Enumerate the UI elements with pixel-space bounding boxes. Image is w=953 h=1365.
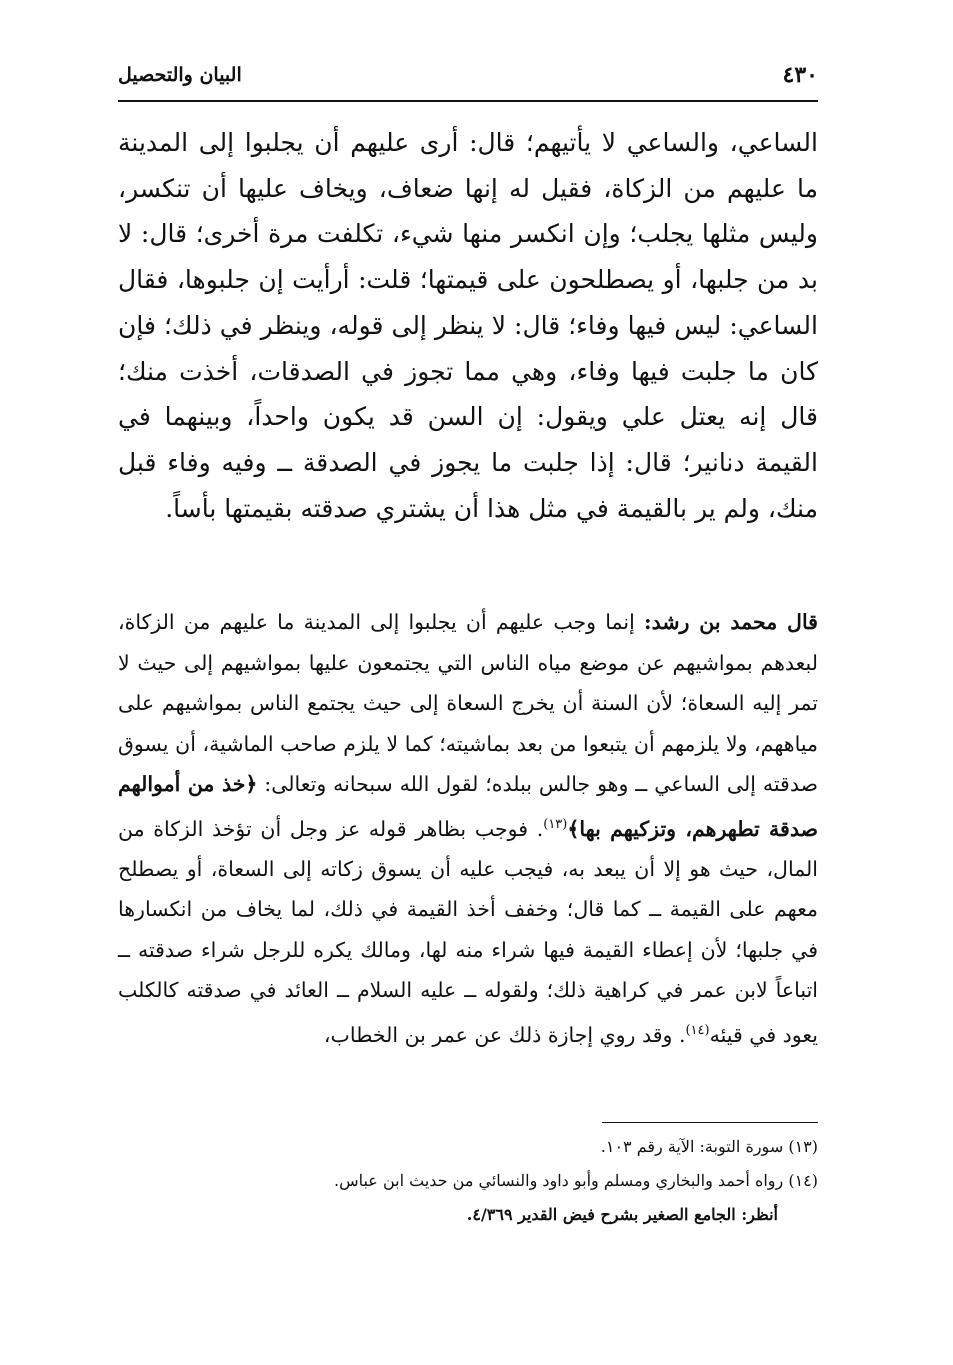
paragraph-text-c: . وقد روي إجازة ذلك عن عمر بن الخطاب، — [323, 1022, 686, 1047]
footnote-13: (١٣) سورة التوبة: الآية رقم ١٠٣. — [600, 1137, 818, 1156]
footnote-reference: أنظر: الجامع الصغير بشرح فيض القدير ٤/٣٦٩. — [466, 1205, 778, 1224]
page-number: ٤٣٠ — [782, 62, 818, 88]
page-header — [118, 58, 818, 102]
running-title: البيان والتحصيل — [118, 64, 242, 86]
footnote-14: (١٤) رواه أحمد والبخاري ومسلم وأبو داود والنسائي من حديث ابن عباس. — [333, 1171, 818, 1190]
paragraph-text-a: إنما وجب عليهم أن يجلبوا إلى المدينة ما عليهم من الزكاة، لبعدهم بمواشيهم عن موضع مياه الناس التي يجتمعون عليها بمواشيهم إلى حيث لا تمر إليه السعاة؛ لأن السنة أن يخرج السعاة إلى حيث يجتمع الناس بمواشيهم على مياههم، ولا يلزمهم أن يتبعوا من بعد بماشيته؛ كما لا يلزم صاحب الماشية، أن يسوق صدقته إلى الساعي ــ وهو جالس ببلده؛ لقول الله سبحانه وتعالى: — [118, 610, 818, 796]
paragraph-2 — [118, 602, 818, 1055]
footnote-ref-14: (١٤) — [685, 1022, 710, 1038]
quran-quote: ﴿خذ من أموالهم صدقة تطهرهم، وتزكيهم بها﴾ — [118, 772, 818, 841]
footnote-ref-13: (١٣) — [543, 816, 568, 832]
paragraph-lead: قال محمد بن رشد: — [644, 610, 818, 634]
footnotes — [118, 1130, 818, 1232]
paragraph-text-b: . فوجب بظاهر قوله عز وجل أن تؤخذ الزكاة من المال، حيث هو إلا أن يبعد به، فيجب عليه أن يسوق زكاته إلى السعاة، أو يصطلح معهم على القيمة ــ كما قال؛ وخفف أخذ القيمة في ذلك، لما يخاف من انكسارها في جلبها؛ لأن إعطاء القيمة فيها شراء منه لها، ومالك يكره للرجل شراء صدقته ــ اتباعاً لابن عمر في كراهية ذلك؛ ولقوله ــ عليه السلام ــ العائد في صدقته كالكلب يعود في قيئه — [118, 816, 818, 1047]
paragraph-1: الساعي، والساعي لا يأتيهم؛ قال: أرى عليهم أن يجلبوا إلى المدينة ما عليهم من الزكاة، فقيل له إنها ضعاف، ويخاف عليها أن تنكسر، وليس مثلها يجلب؛ وإن انكسر منها شيء، تكلفت مرة أخرى؛ قال: لا بد من جلبها، أو يصطلحون على قيمتها؛ قلت: أرأيت إن جلبوها، فقال الساعي: ليس فيها وفاء؛ قال: لا ينظر إلى قوله، وينظر في ذلك؛ فإن كان ما جلبت فيها وفاء، وهي مما تجوز في الصدقات، أخذت منك؛ قال إنه يعتل علي ويقول: إن السن قد يكون واحداً، وبينهما في القيمة دنانير؛ قال: إذا جلبت ما يجوز في الصدقة ــ وفيه وفاء قبل منك، ولم ير بالقيمة في مثل هذا أن يشتري صدقته بقيمتها بأساً. — [118, 128, 818, 523]
footnote-divider — [602, 1122, 818, 1123]
